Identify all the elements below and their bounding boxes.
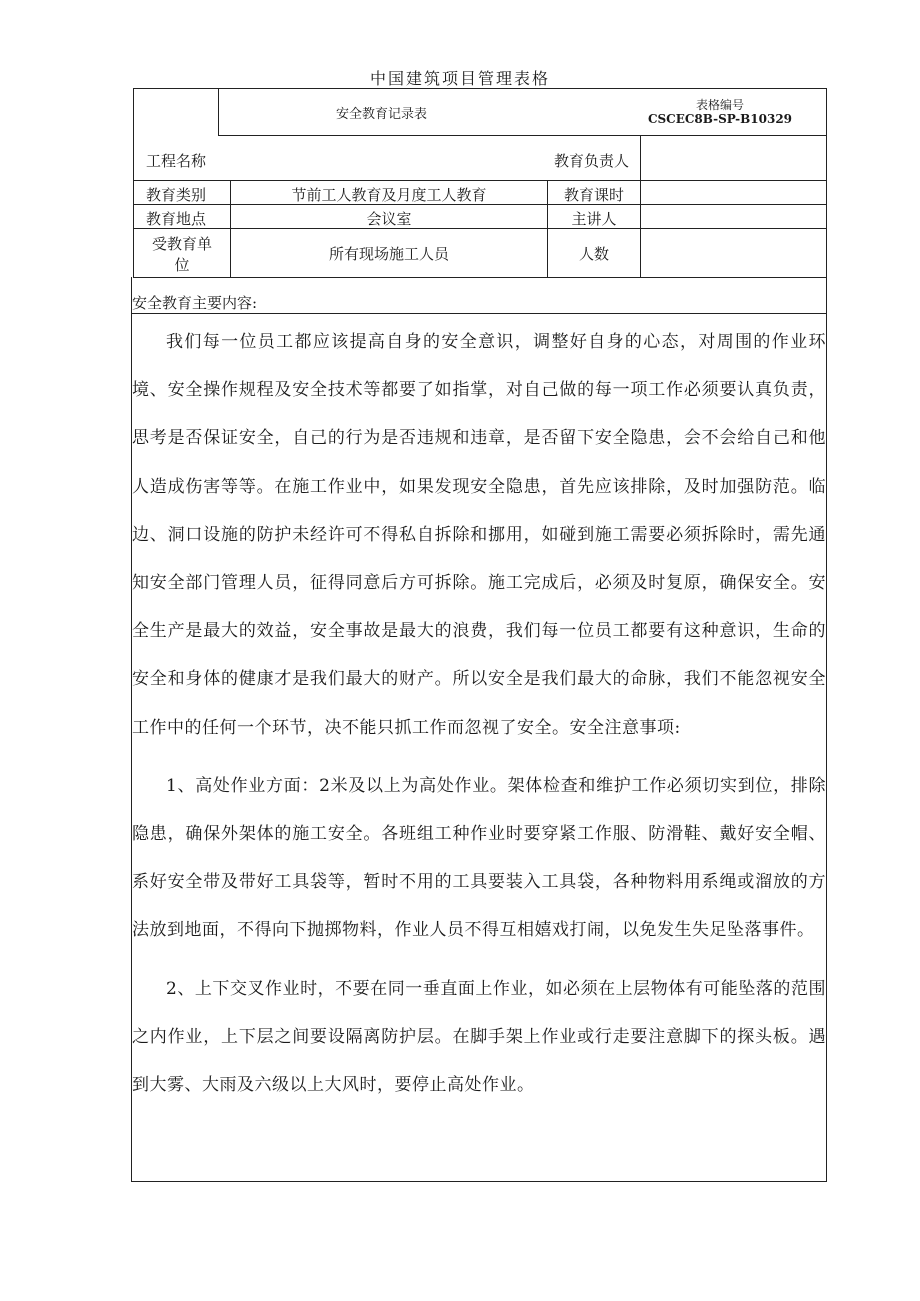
location-label: 教育地点: [146, 210, 207, 228]
form-name: 安全教育记录表: [336, 107, 428, 122]
content-paragraph: 2、上下交叉作业时，不要在同一垂直面上作业，如必须在上层物体有可能坠落的范围之内作业，上下层之间要设隔离防护层。在脚手架上作业或行走要注意脚下的探头板。遇到大雾、大雨及六级以上大风时，要停止高处作业。: [132, 978, 826, 1096]
content-box-top: [131, 313, 827, 314]
count-label: 人数: [578, 245, 609, 263]
unit-label-line2: 位: [174, 256, 190, 274]
content-body: [132, 318, 826, 1109]
content-paragraph: 我们每一位员工都应该提高自身的安全意识，调整好自身的心态，对周围的作业环境、安全操作规程及安全技术等都要了如指掌，对自己做的每一项工作必须要认真负责，思考是否保证安全，自己的行为是否违规和违章，是否留下安全隐患，会不会给自己和他人造成伤害等等。在施工作业中，如果发现安全隐患，首先应该排除，及时加强防范。临边、洞口设施的防护未经许可不得私自拆除和挪用，如碰到施工需要必须拆除时，需先通知安全部门管理人员，征得同意后方可拆除。施工完成后，必须及时复原，确保安全。安全生产是最大的效益，安全事故是最大的浪费，我们每一位员工都要有这种意识，生命的安全和身体的健康才是我们最大的财产。所以安全是我们最大的命脉，我们不能忽视安全工作中的任何一个环节，决不能只抓工作而忽视了安全。安全注意事项:: [132, 332, 826, 738]
header-inner-divider: [218, 88, 219, 136]
table-border-right-header: [826, 88, 827, 277]
row-line-1: [133, 180, 827, 181]
content-paragraph: 1、高处作业方面：2米及以上为高处作业。架体检查和维护工作必须切实到位，排除隐患，确保外架体的施工安全。各班组工种作业时要穿紧工作服、防滑鞋、戴好安全帽、系好安全带及带好工具袋等，暂时不用的工具要装入工具袋，各种物料用系绳或溜放的方法放到地面，不得向下抛掷物料，作业人员不得互相嬉戏打闹，以免发生失足坠落事件。: [132, 775, 826, 941]
form-code: CSCEC8B-SP-B10329: [647, 112, 793, 126]
unit-value[interactable]: 所有现场施工人员: [328, 245, 449, 263]
header-bottom-line: [218, 135, 827, 136]
row-line-4: [133, 277, 827, 278]
table-border-top: [133, 88, 827, 89]
supervisor-label: 教育负责人: [554, 152, 630, 170]
category-label: 教育类别: [146, 186, 207, 204]
content-border-right-top: [826, 277, 827, 313]
project-name-label: 工程名称: [146, 152, 207, 170]
col-divider-3: [640, 136, 641, 277]
form-code-label: 表格编号: [695, 98, 744, 112]
location-value[interactable]: 会议室: [366, 210, 412, 228]
content-box-right: [826, 313, 827, 1182]
hours-label: 教育课时: [563, 186, 624, 204]
content-box-bottom: [131, 1181, 827, 1182]
speaker-label: 主讲人: [571, 210, 617, 228]
category-value[interactable]: 节前工人教育及月度工人教育: [291, 186, 487, 204]
document-title: 中国建筑项目管理表格: [369, 69, 550, 88]
content-heading: 安全教育主要内容:: [132, 294, 258, 312]
unit-label-line1: 受教育单: [151, 235, 212, 253]
